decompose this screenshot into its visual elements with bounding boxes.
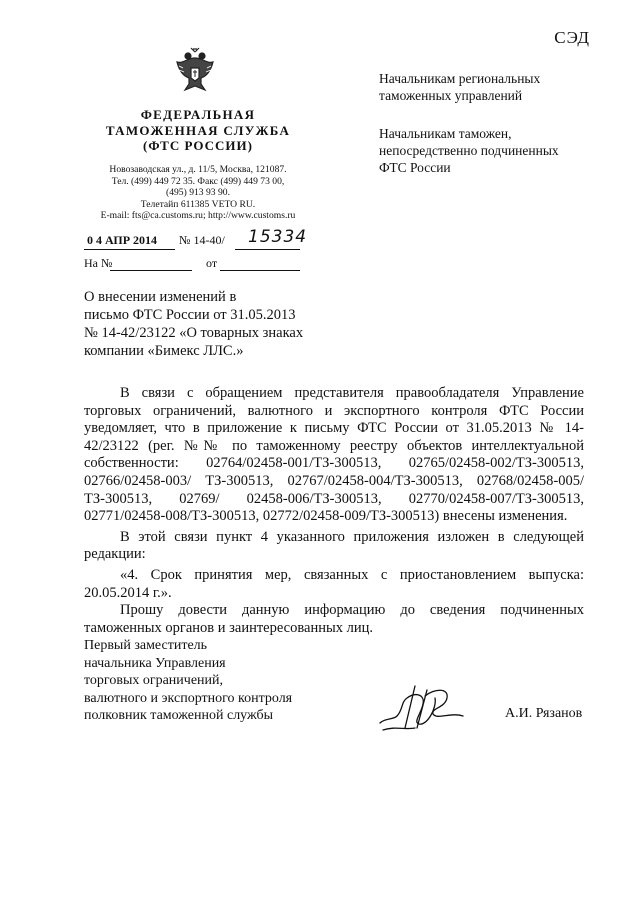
date-underline [84, 249, 175, 250]
stamp-sed: СЭД [554, 28, 590, 47]
body-paragraph-4: Прошу довести данную информацию до сведения подчиненных таможенных органов и заинтересованных лиц. [84, 602, 584, 636]
addressee-regional: Начальникам региональных таможенных управлений [379, 71, 541, 103]
contact-address: Новозаводская ул., д. 11/5, Москва, 121087. [109, 164, 287, 175]
handwritten-signature [375, 678, 470, 738]
registration-number-prefix: № 14-40/ [179, 233, 225, 247]
letter-subject: О внесении изменений в письмо ФТС России от 31.05.2013 № 14-42/23122 «О товарных знаках компании «Бимекс ЛЛС.» [84, 289, 304, 359]
sender-contacts [70, 164, 326, 222]
sender-abbreviation: (ФТС РОССИИ) [143, 138, 253, 153]
registration-date: 0 4 АПР 2014 [87, 233, 158, 247]
body-paragraph-2: В этой связи пункт 4 указанного приложения изложен в следующей редакции: [84, 528, 584, 563]
letter-body [84, 385, 584, 637]
contact-teletype: Телетайп 611385 VETO RU. [140, 198, 256, 210]
addressee-customs: Начальникам таможен, непосредственно подчиненных ФТС России [379, 126, 559, 175]
contact-phone-2: (495) 913 93 90. [166, 187, 230, 198]
contact-phone: Тел. (499) 449 72 35. Факс (499) 449 73 00, [111, 175, 285, 187]
reference-date-line [220, 270, 300, 271]
reference-number-label: На № [84, 256, 113, 270]
reference-from-label: от [206, 256, 218, 270]
reference-number-line [110, 270, 192, 271]
body-paragraph-3: «4. Срок принятия мер, связанных с приостановлением выпуска: 20.05.2014 г.». [84, 566, 584, 601]
body-paragraph-1: В связи с обращением представителя правообладателя Управление торговых ограничений, валютного и экспортного контроля ФТС России уведомляет, что в приложение к письму ФТС России от 31.05.2013 № 14-42/23122 (рег. №№ по таможенному реестру объектов интеллектуальной собственности: 02764/02458-001/ТЗ-300513, 02765/02458-002/ТЗ-300513, 02766/02458-003/ ТЗ-300513, 02767/02458-004/ТЗ-300513, 02768/02458-005/ТЗ-300513, 02769/ 02458-006/ТЗ-300513, 02770/02458-007/ТЗ-300513, 02771/02458-008/ТЗ-300513, 02772/02458-009/ТЗ-300513) внесены изменения. [84, 385, 584, 525]
signer-position: Первый заместитель начальника Управления торговых ограничений, валютного и экспортного контроля полковник таможенной службы [84, 638, 293, 723]
signer-name: А.И. Рязанов [505, 706, 583, 721]
number-underline [235, 249, 300, 250]
coat-of-arms-emblem [173, 46, 217, 96]
registration-number-handwritten: 15334 [248, 227, 308, 247]
contact-email: E-mail: fts@ca.customs.ru; http://www.customs.ru [100, 210, 296, 221]
sender-title: ФЕДЕРАЛЬНАЯ ТАМОЖЕННАЯ СЛУЖБА [105, 107, 291, 138]
